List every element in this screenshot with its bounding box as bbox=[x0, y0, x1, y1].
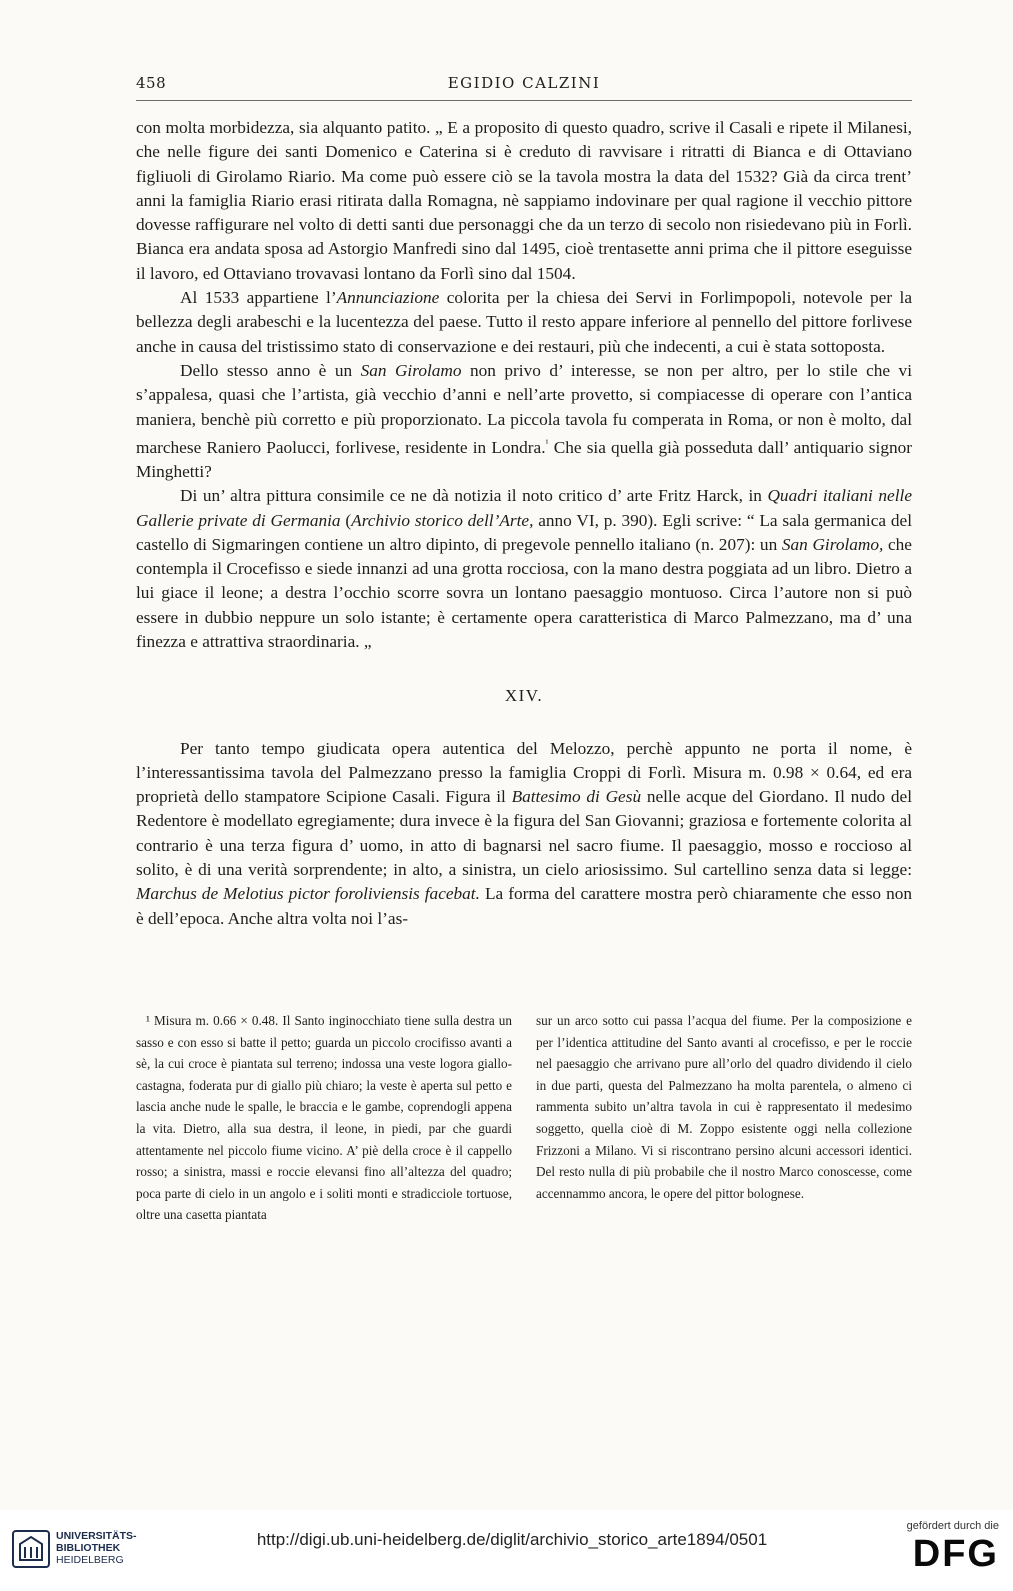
paragraph-2 bbox=[136, 286, 912, 359]
text-run: ( bbox=[340, 510, 352, 530]
library-line-2: BIBLIOTHEK bbox=[56, 1542, 121, 1554]
text-run: Che sia quella già posseduta dall’ antiquario signor Minghetti? bbox=[136, 437, 912, 481]
footnotes bbox=[136, 1010, 912, 1226]
text-run: Al 1533 appartiene l’ bbox=[180, 288, 337, 308]
text-run: colorita per la chiesa dei Servi in Forlimpopoli, notevole per la bellezza degli arabeschi e la lucentezza del paese. Tutto il resto appare inferiore al pennello del pittore forlivese anche in causa del tristissimo stato di conservazione e dei restauri, più che indecenti, a cui è stata sottoposta. bbox=[136, 288, 912, 356]
footnote-1-continuation: sur un arco sotto cui passa l’acqua del fiume. Per la composizione e per l’identica attitudine del Santo avanti al crocefisso, e per le roccie nel paesaggio che arrivano pure all’orlo del quadro dividendo il cielo in due parti, questa del Palmezzano ha molta parentela, o almeno ci rammenta subito un’altra tavola in cui è rappresentato il medesimo soggetto, quella cioè di M. Zoppo esistente oggi nella collezione Frizzoni a Milano. Vi si riscontrano persino alcuni accessori identici. Del resto nulla di più probabile che il nostro Marco conoscesse, come accennammo ancora, le opere del pittor bolognese. bbox=[536, 1013, 912, 1201]
footnote-1-text: ¹ Misura m. 0.66 × 0.48. Il Santo inginocchiato tiene sulla destra un sasso e con esso si batte il petto; guarda un piccolo crocifisso avanti a sè, la cui croce è piantata sul terreno; indossa una veste logora giallo-castagna, foderata pur di giallo più chiaro; la veste è aperta sul petto e lascia anche nude le spalle, le braccia e le gambe, coprendogli appena la vita. Dietro, alla sua destra, il leone, in piedi, par che guardi attentamente nel piccolo fiume vicino. A’ piè della croce è il cappello rosso; a sinistra, massi e roccie elevansi fino all’altezza del quadro; poca parte di cielo in un angolo e i soliti monti e stradicciole tortuose, oltre una casetta piantata bbox=[136, 1013, 512, 1223]
text-run: Dello stesso anno è un bbox=[180, 360, 361, 380]
paragraph-1: con molta morbidezza, sia alquanto patito. „ E a proposito di questo quadro, scrive il Casali e ripete il Milanesi, che nelle figure dei santi Domenico e Caterina si è creduto di ravvisare i ritratti di Bianca e di Ottaviano figliuoli di Girolamo Riario. Ma come può essere ciò se la tavola mostra la data del 1532? Già da circa trent’ anni la famiglia Riario erasi ritirata dalla Romagna, nè sappiamo indovinare per qual ragione il vecchio pittore dovesse raffigurare nel volto di detti santi due personaggi che da un terzo di secolo non risiedevano più in Forlì. Bianca era andata sposa ad Astorgio Manfredi sino dal 1495, cioè trentasette anni prima che il pittore eseguisse il lavoro, ed Ottaviano trovavasi lontano da Forlì sino dal 1504. bbox=[136, 118, 912, 283]
title-san-girolamo: San Girolamo bbox=[360, 360, 462, 380]
permalink-url[interactable]: http://digi.ub.uni-heidelberg.de/diglit/archivio_storico_arte1894/0501 bbox=[256, 1530, 768, 1549]
funding-text: gefördert durch die bbox=[906, 1520, 999, 1532]
paragraph-5 bbox=[136, 737, 912, 931]
title-san-girolamo-2: San Girolamo, bbox=[781, 534, 884, 554]
digitization-footer bbox=[0, 1510, 1013, 1591]
page-header bbox=[136, 70, 912, 96]
library-logo[interactable] bbox=[12, 1526, 157, 1574]
page-number: 458 bbox=[136, 74, 167, 92]
paragraph-4 bbox=[136, 484, 912, 654]
paragraph-3 bbox=[136, 359, 912, 484]
section-heading: XIV. bbox=[504, 686, 544, 706]
library-line-3: HEIDELBERG bbox=[56, 1554, 124, 1566]
text-run: La forma del carattere mostra però chiaramente che esso non è dell’epoca. Anche altra volta noi l’as- bbox=[136, 884, 912, 928]
dfg-logo-icon: DFG bbox=[912, 1533, 999, 1575]
university-library-seal-icon bbox=[12, 1530, 50, 1568]
header-rule bbox=[136, 100, 912, 101]
dfg-funding-logo[interactable] bbox=[881, 1520, 999, 1584]
text-run: che contempla il Crocefisso e siede innanzi ad una grotta rocciosa, con la mano destra poggiata ad un libro. Dietro a lui giace il leone; a destra l’occhio scorre sovra un lontano paesaggio montuoso. Circa l’autore non si può essere in dubbio neppure un solo istante; è certamente opera caratteristica di Marco Palmezzano, ma d’ una finezza e attrattiva straordinaria. „ bbox=[136, 534, 912, 651]
library-name bbox=[56, 1530, 137, 1566]
library-line-1: UNIVERSITÄTS- bbox=[56, 1530, 137, 1542]
footnote-column-left bbox=[136, 1010, 512, 1226]
title-archivio-storico: Archivio storico dell’Arte, bbox=[351, 510, 534, 530]
text-run: anno VI, p. 390). Egli scrive: “ La sala germanica del castello di Sigmaringen contiene un altro dipinto, di pregevole pennello italiano (n. 207): un bbox=[136, 510, 912, 554]
footnote-column-right bbox=[536, 1010, 912, 1226]
main-text bbox=[136, 116, 912, 931]
footnote-marker[interactable]: ¹ bbox=[545, 437, 549, 449]
text-run: non privo d’ interesse, se non per altro, per lo stile che vi s’appalesa, quasi che l’artista, già vecchio d’anni e nell’arte provetto, si compiacesse di operare con l’antica maniera, benchè più corretto e più proporzionato. La piccola tavola fu comperata in Roma, or non è molto, dal marchese Raniero Paolucci, forlivese, residente in Londra. bbox=[136, 360, 913, 457]
title-annunciazione: Annunciazione bbox=[336, 288, 440, 308]
inscription-quote: Marchus de Melotius pictor foroliviensis facebat. bbox=[136, 884, 480, 904]
title-quadri-italiani: Quadri italiani nelle Gallerie private di Germania bbox=[136, 486, 912, 530]
text-run: Di un’ altra pittura consimile ce ne dà notizia il noto critico d’ arte Fritz Harck, in bbox=[180, 486, 768, 506]
title-battesimo: Battesimo di Gesù bbox=[511, 787, 642, 807]
text-run: nelle acque del Giordano. Il nudo del Redentore è modellato egregiamente; dura invece è la figura del San Giovanni; graziosa e fortemente colorita al contrario è una terza figura d’ uomo, in atto di bagnarsi nel sacro fiume. Il paesaggio, mosso e roccioso al solito, è di una verità sorprendente; in alto, a sinistra, un cielo ariosissimo. Sul cartellino senza data si legge: bbox=[136, 787, 912, 880]
running-title: EGIDIO CALZINI bbox=[447, 74, 601, 92]
text-run: Per tanto tempo giudicata opera autentica del Melozzo, perchè appunto ne porta il nome, è l’interessantissima tavola del Palmezzano presso la famiglia Croppi di Forlì. Misura m. 0.98 × 0.64, ed era proprietà dello stampatore Scipione Casali. Figura il bbox=[136, 738, 912, 807]
